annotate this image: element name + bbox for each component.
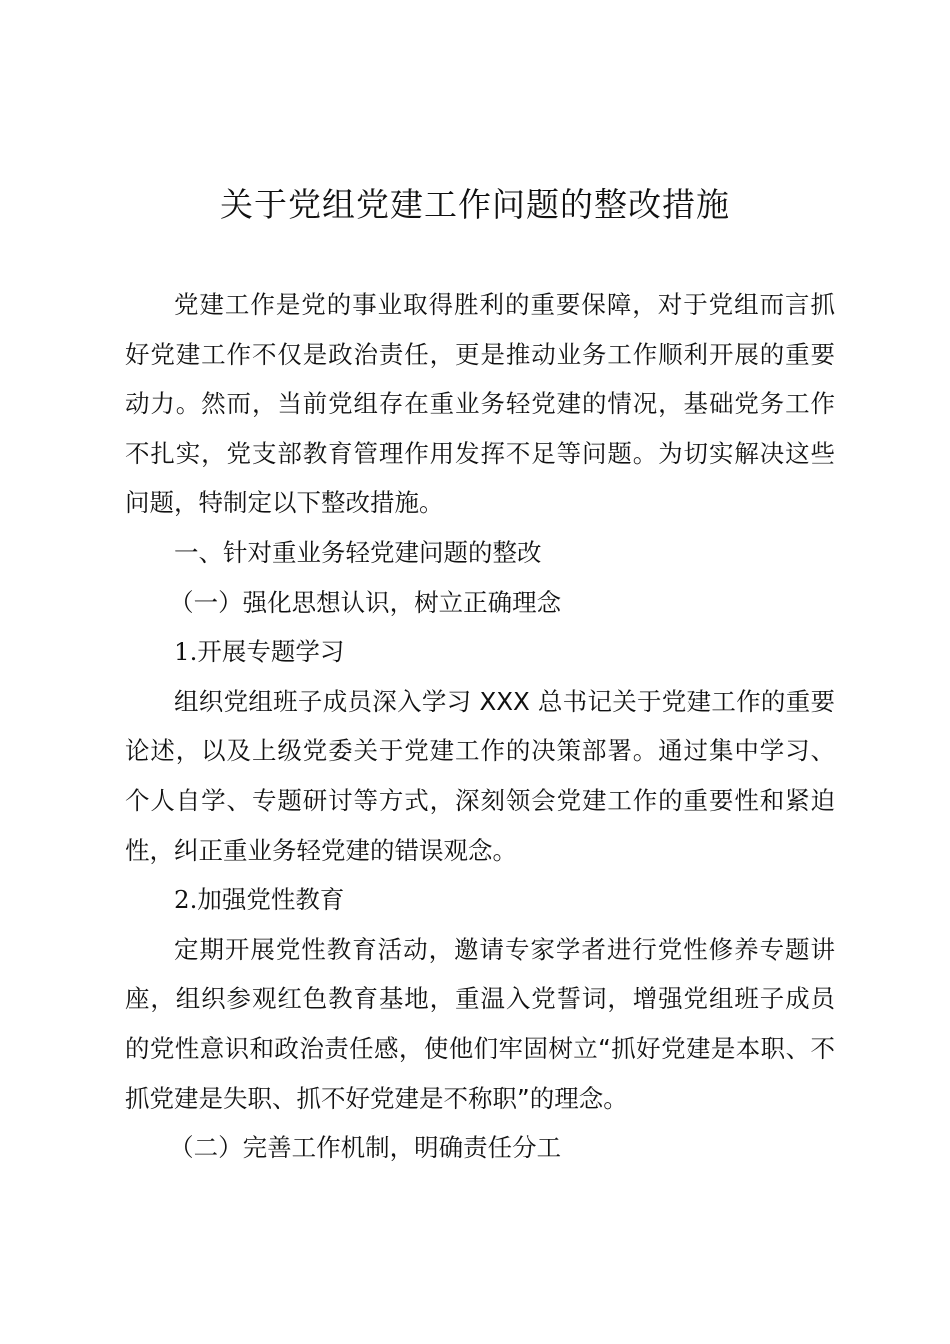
- section-heading: 一、针对重业务轻党建问题的整改: [174, 537, 542, 567]
- item-heading: [125, 627, 835, 677]
- item-number: 1.: [174, 637, 198, 667]
- item-number: 2.: [174, 885, 198, 915]
- body-paragraph: 定期开展党性教育活动，邀请专家学者进行党性修养专题讲座，组织参观红色教育基地，重温入党誓词，增强党组班子成员的党性意识和政治责任感，使他们牢固树立“抓好党建是本职、不抓党建是失职、抓不好党建是不称职”的理念。: [125, 934, 835, 1113]
- item-heading: [125, 875, 835, 925]
- item-title: 开展专题学习: [197, 637, 345, 667]
- subsection-heading: （一）强化思想认识，树立正确理念: [169, 587, 562, 617]
- intro-paragraph: 党建工作是党的事业取得胜利的重要保障，对于党组而言抓好党建工作不仅是政治责任，更是推动业务工作顺利开展的重要动力。然而，当前党组存在重业务轻党建的情况，基础党务工作不扎实，党支部教育管理作用发挥不足等问题。为切实解决这些问题，特制定以下整改措施。: [125, 290, 835, 518]
- subsection-heading: （二）完善工作机制，明确责任分工: [169, 1133, 562, 1163]
- item-title: 加强党性教育: [197, 885, 345, 915]
- page-title: 关于党组党建工作问题的整改措施: [220, 185, 730, 224]
- body-paragraph: 组织党组班子成员深入学习 XXX 总书记关于党建工作的重要论述，以及上级党委关于党建工作的决策部署。通过集中学习、个人自学、专题研讨等方式，深刻领会党建工作的重要性和紧迫性，纠正重业务轻党建的错误观念。: [125, 686, 835, 865]
- document-body: [125, 280, 835, 1173]
